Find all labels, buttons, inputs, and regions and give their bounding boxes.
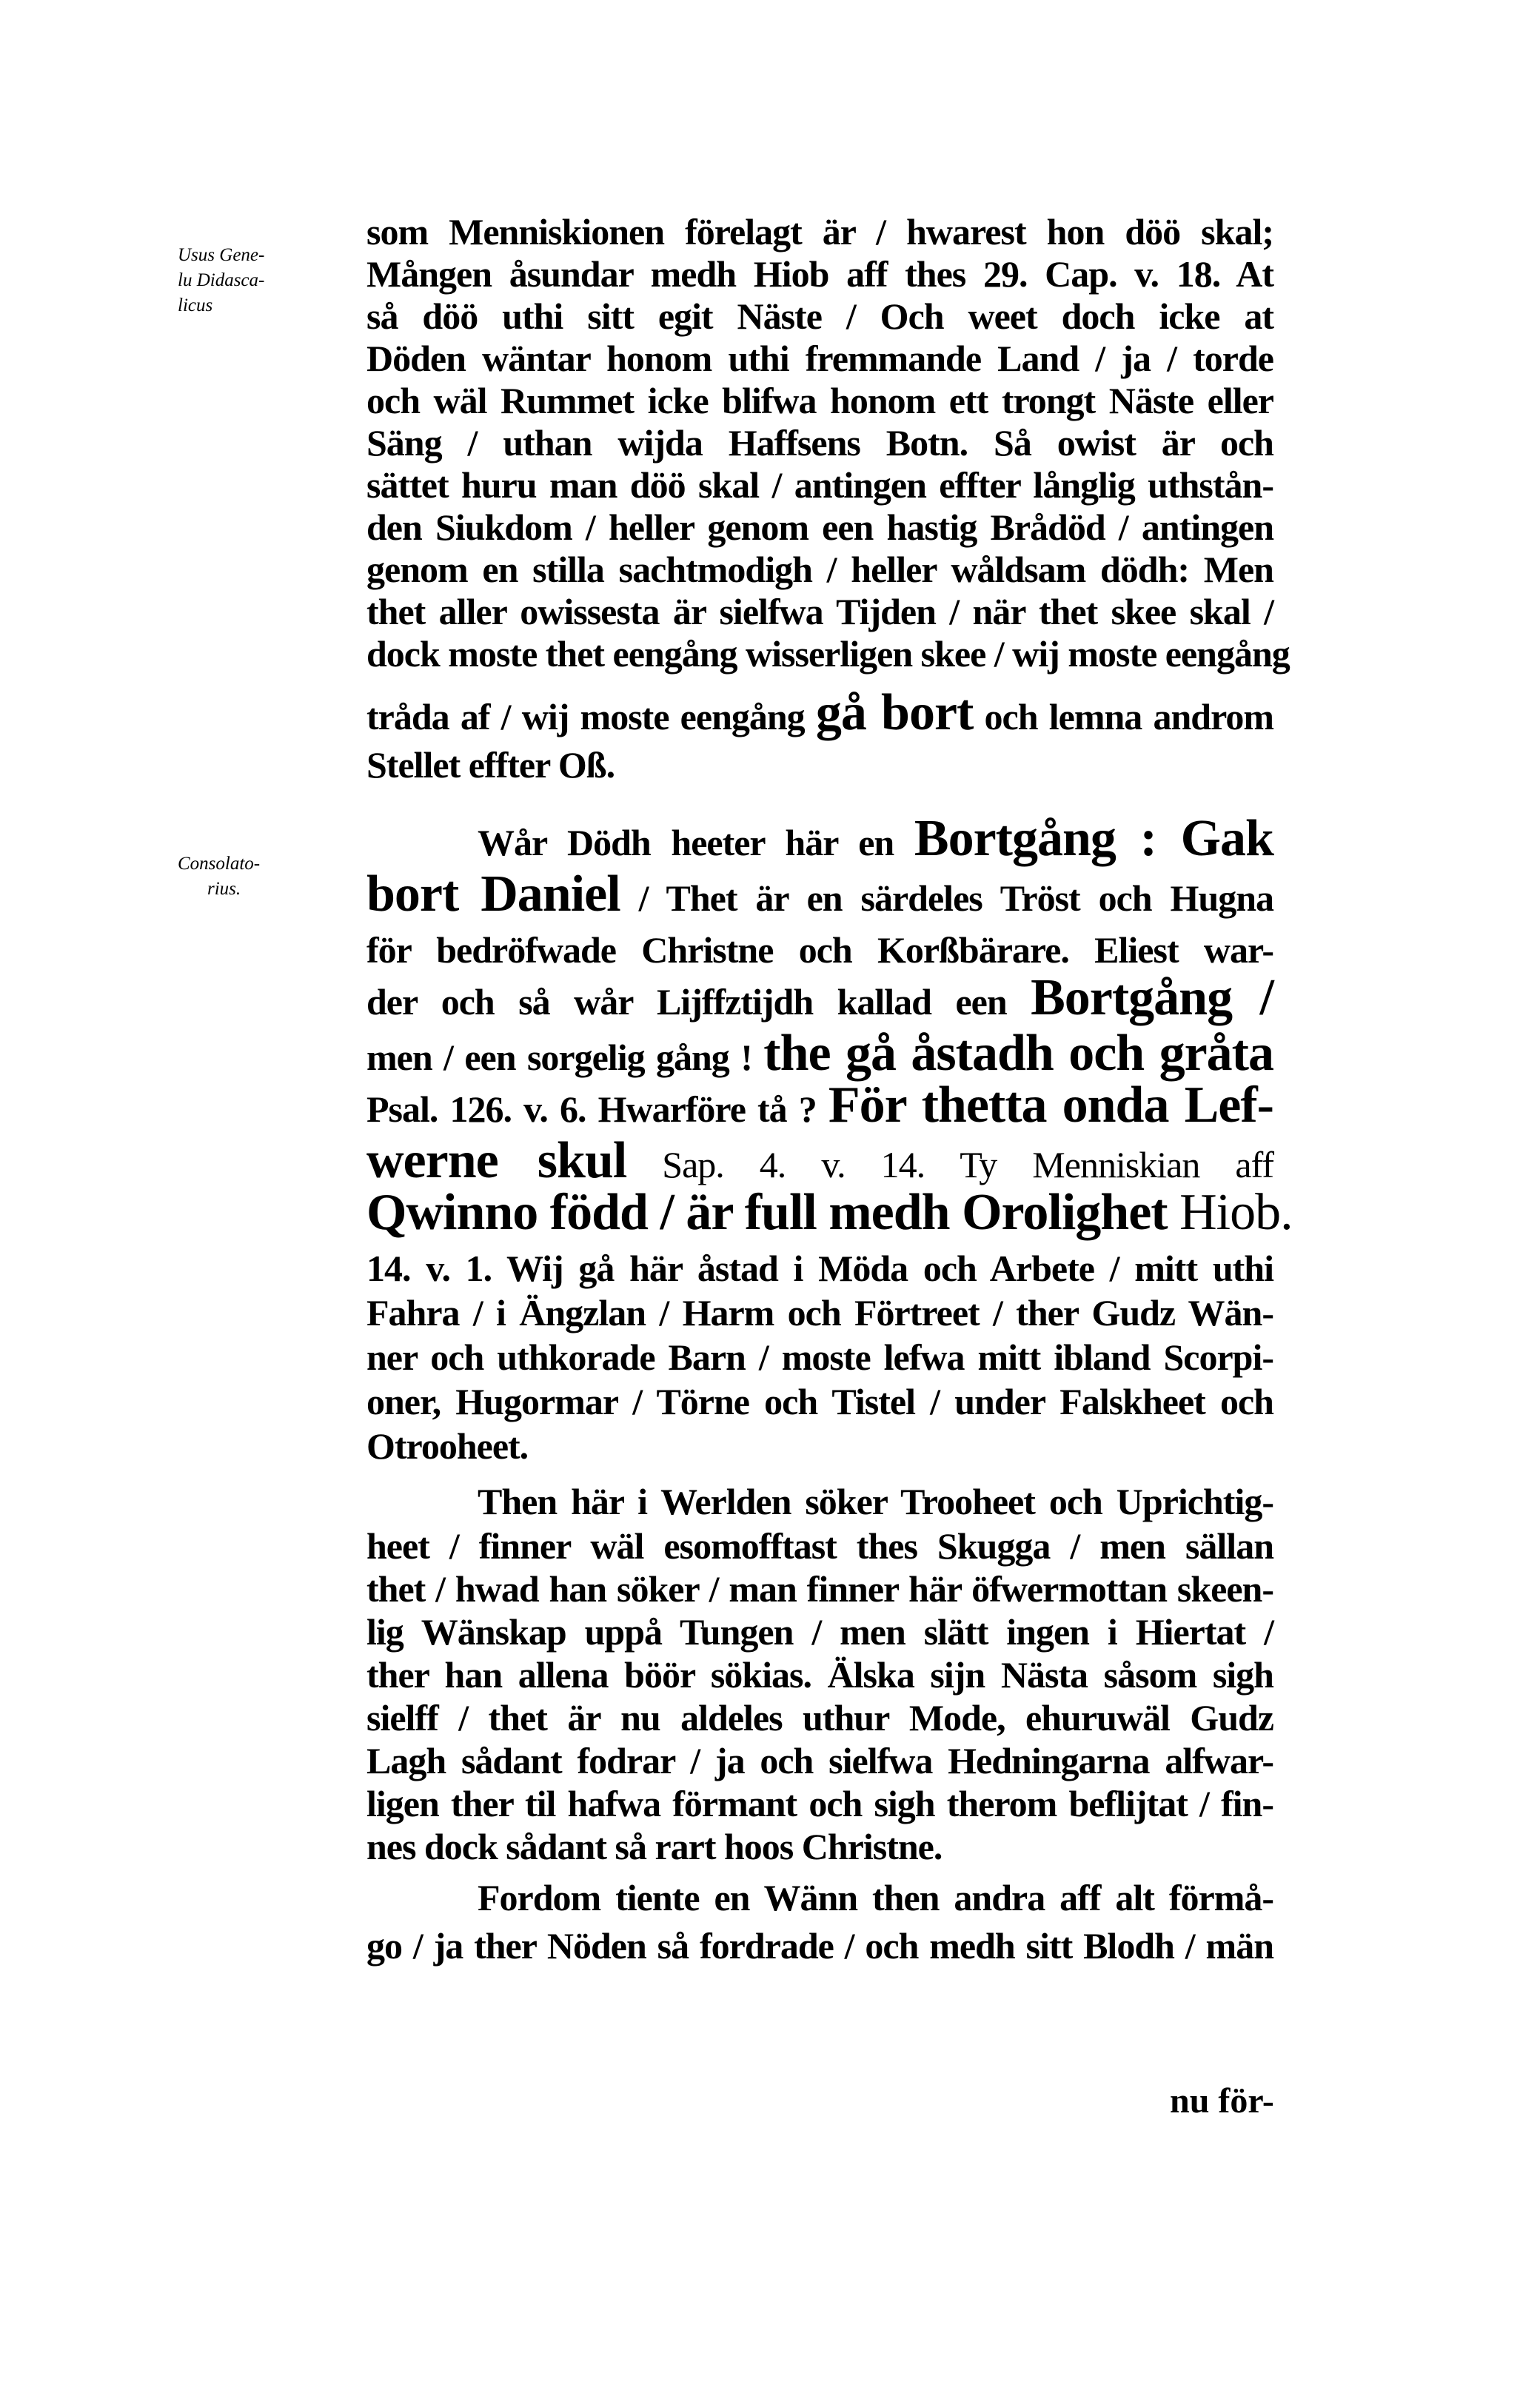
margin-note-line: Consolato- — [178, 854, 261, 874]
text-line: ther han allena böör sökias. Älska sijn Nästa såsom sigh — [366, 1654, 1273, 1696]
margin-note-line: lu Didasca- — [178, 270, 265, 290]
text-line: för bedröfwade Christne och Korßbärare. Eliest war- — [366, 929, 1273, 971]
emphasis-run: gå bort — [815, 684, 974, 741]
text-line: den Siukdom / heller genom een hastig Brådöd / antingen — [366, 506, 1273, 548]
text-line — [366, 684, 1274, 741]
margin-note-line: licus — [178, 295, 213, 315]
text-line — [366, 866, 1274, 923]
emphasis-run: För thetta onda Lef- — [828, 1077, 1273, 1134]
text-line — [366, 1132, 1273, 1189]
text-line: Lagh sådant fodrar / ja och sielfwa Hedningarna alfwar- — [366, 1740, 1273, 1781]
text-line: Otrooheet. — [366, 1425, 529, 1467]
margin-note-usus — [178, 243, 307, 318]
text-run: men / een sorgelig gång ! — [366, 1037, 764, 1078]
text-run: Hiob. — [1167, 1184, 1293, 1241]
margin-note-line: rius. — [207, 879, 241, 899]
text-line — [366, 1184, 1293, 1241]
text-line: genom en stilla sachtmodigh / heller wåldsam dödh: Men — [366, 549, 1273, 590]
text-line: dock moste thet eengång wisserligen skee / wij moste eengång — [366, 633, 1290, 675]
text-line: nes dock sådant så rart hoos Christne. — [366, 1826, 943, 1867]
text-line: thet / hwad han söker / man finner här öfwermottan skeen- — [366, 1568, 1273, 1610]
margin-note-consolatorius — [178, 851, 307, 902]
text-line: ligen ther til hafwa förmant och sigh therom beflijtat / fin- — [366, 1783, 1273, 1824]
text-line: Säng / uthan wijda Haffsens Botn. Så owist är och — [366, 422, 1273, 463]
text-line: som Menniskionen förelagt är / hwarest hon döö skal; — [366, 211, 1273, 252]
text-run: Psal. 126. v. 6. Hwarföre tå ? — [366, 1088, 828, 1130]
emphasis-run: werne skul — [366, 1132, 627, 1189]
text-line: 14. v. 1. Wij gå här åstad i Möda och Arbete / mitt uthi — [366, 1248, 1273, 1289]
text-run: / Thet är en särdeles Tröst och Hugna — [620, 877, 1274, 919]
text-line: sättet huru man döö skal / antingen effter långlig uthstån- — [366, 464, 1273, 506]
text-line: och wäl Rummet icke blifwa honom ett trongt Näste eller — [366, 380, 1273, 421]
text-line: thet aller owissesta är sielfwa Tijden / när thet skee skal / — [366, 591, 1273, 632]
text-line: go / ja ther Nöden så fordrade / och medh sitt Blodh / män — [366, 1925, 1273, 1967]
text-line: oner, Hugormar / Törne och Tistel / under Falskheet och — [366, 1381, 1273, 1422]
text-line: Stellet effter Oß. — [366, 744, 615, 786]
text-line: Döden wäntar honom uthi fremmande Land / ja / torde — [366, 338, 1273, 379]
text-line — [366, 1077, 1273, 1134]
emphasis-run: the gå åstadh och gråta — [763, 1025, 1273, 1082]
text-line — [366, 810, 1273, 867]
emphasis-run: Bortgång / — [1031, 969, 1273, 1026]
margin-note-line: Usus Gene- — [178, 245, 265, 265]
text-run: tråda af / wij moste eengång — [366, 696, 816, 737]
text-line — [366, 969, 1273, 1026]
text-line: ner och uthkorade Barn / moste lefwa mitt ibland Scorpi- — [366, 1336, 1273, 1378]
text-run: Sap. 4. v. 14. Ty Menniskian aff — [626, 1144, 1273, 1185]
text-line: så döö uthi sitt egit Näste / Och weet doch icke at — [366, 295, 1273, 337]
text-line: lig Wänskap uppå Tungen / men slätt ingen i Hiertat / — [366, 1611, 1273, 1653]
text-line: Fordom tiente en Wänn then andra aff alt förmå- — [478, 1877, 1273, 1918]
emphasis-run: Bortgång : Gak — [914, 810, 1273, 867]
text-line: Then här i Werlden söker Trooheet och Uprichtig- — [478, 1481, 1273, 1522]
text-run: och lemna androm — [973, 696, 1274, 737]
text-line — [366, 1025, 1273, 1082]
text-run: Wår Dödh heeter här en — [478, 822, 914, 863]
text-line: Mången åsundar medh Hiob aff thes 29. Cap. v. 18. At — [366, 253, 1273, 295]
text-run: der och så wår Lijffztijdh kallad een — [366, 981, 1031, 1023]
catchword: nu för- — [1170, 2081, 1274, 2121]
text-line: sielff / thet är nu aldeles uthur Mode, ehuruwäl Gudz — [366, 1697, 1273, 1738]
text-line: Fahra / i Ängzlan / Harm och Förtreet / ther Gudz Wän- — [366, 1292, 1273, 1333]
emphasis-run: bort Daniel — [366, 866, 620, 923]
text-line: heet / finner wäl esomofftast thes Skugga / men sällan — [366, 1525, 1273, 1567]
emphasis-run: Qwinno född / är full medh Orolighet — [366, 1184, 1168, 1241]
